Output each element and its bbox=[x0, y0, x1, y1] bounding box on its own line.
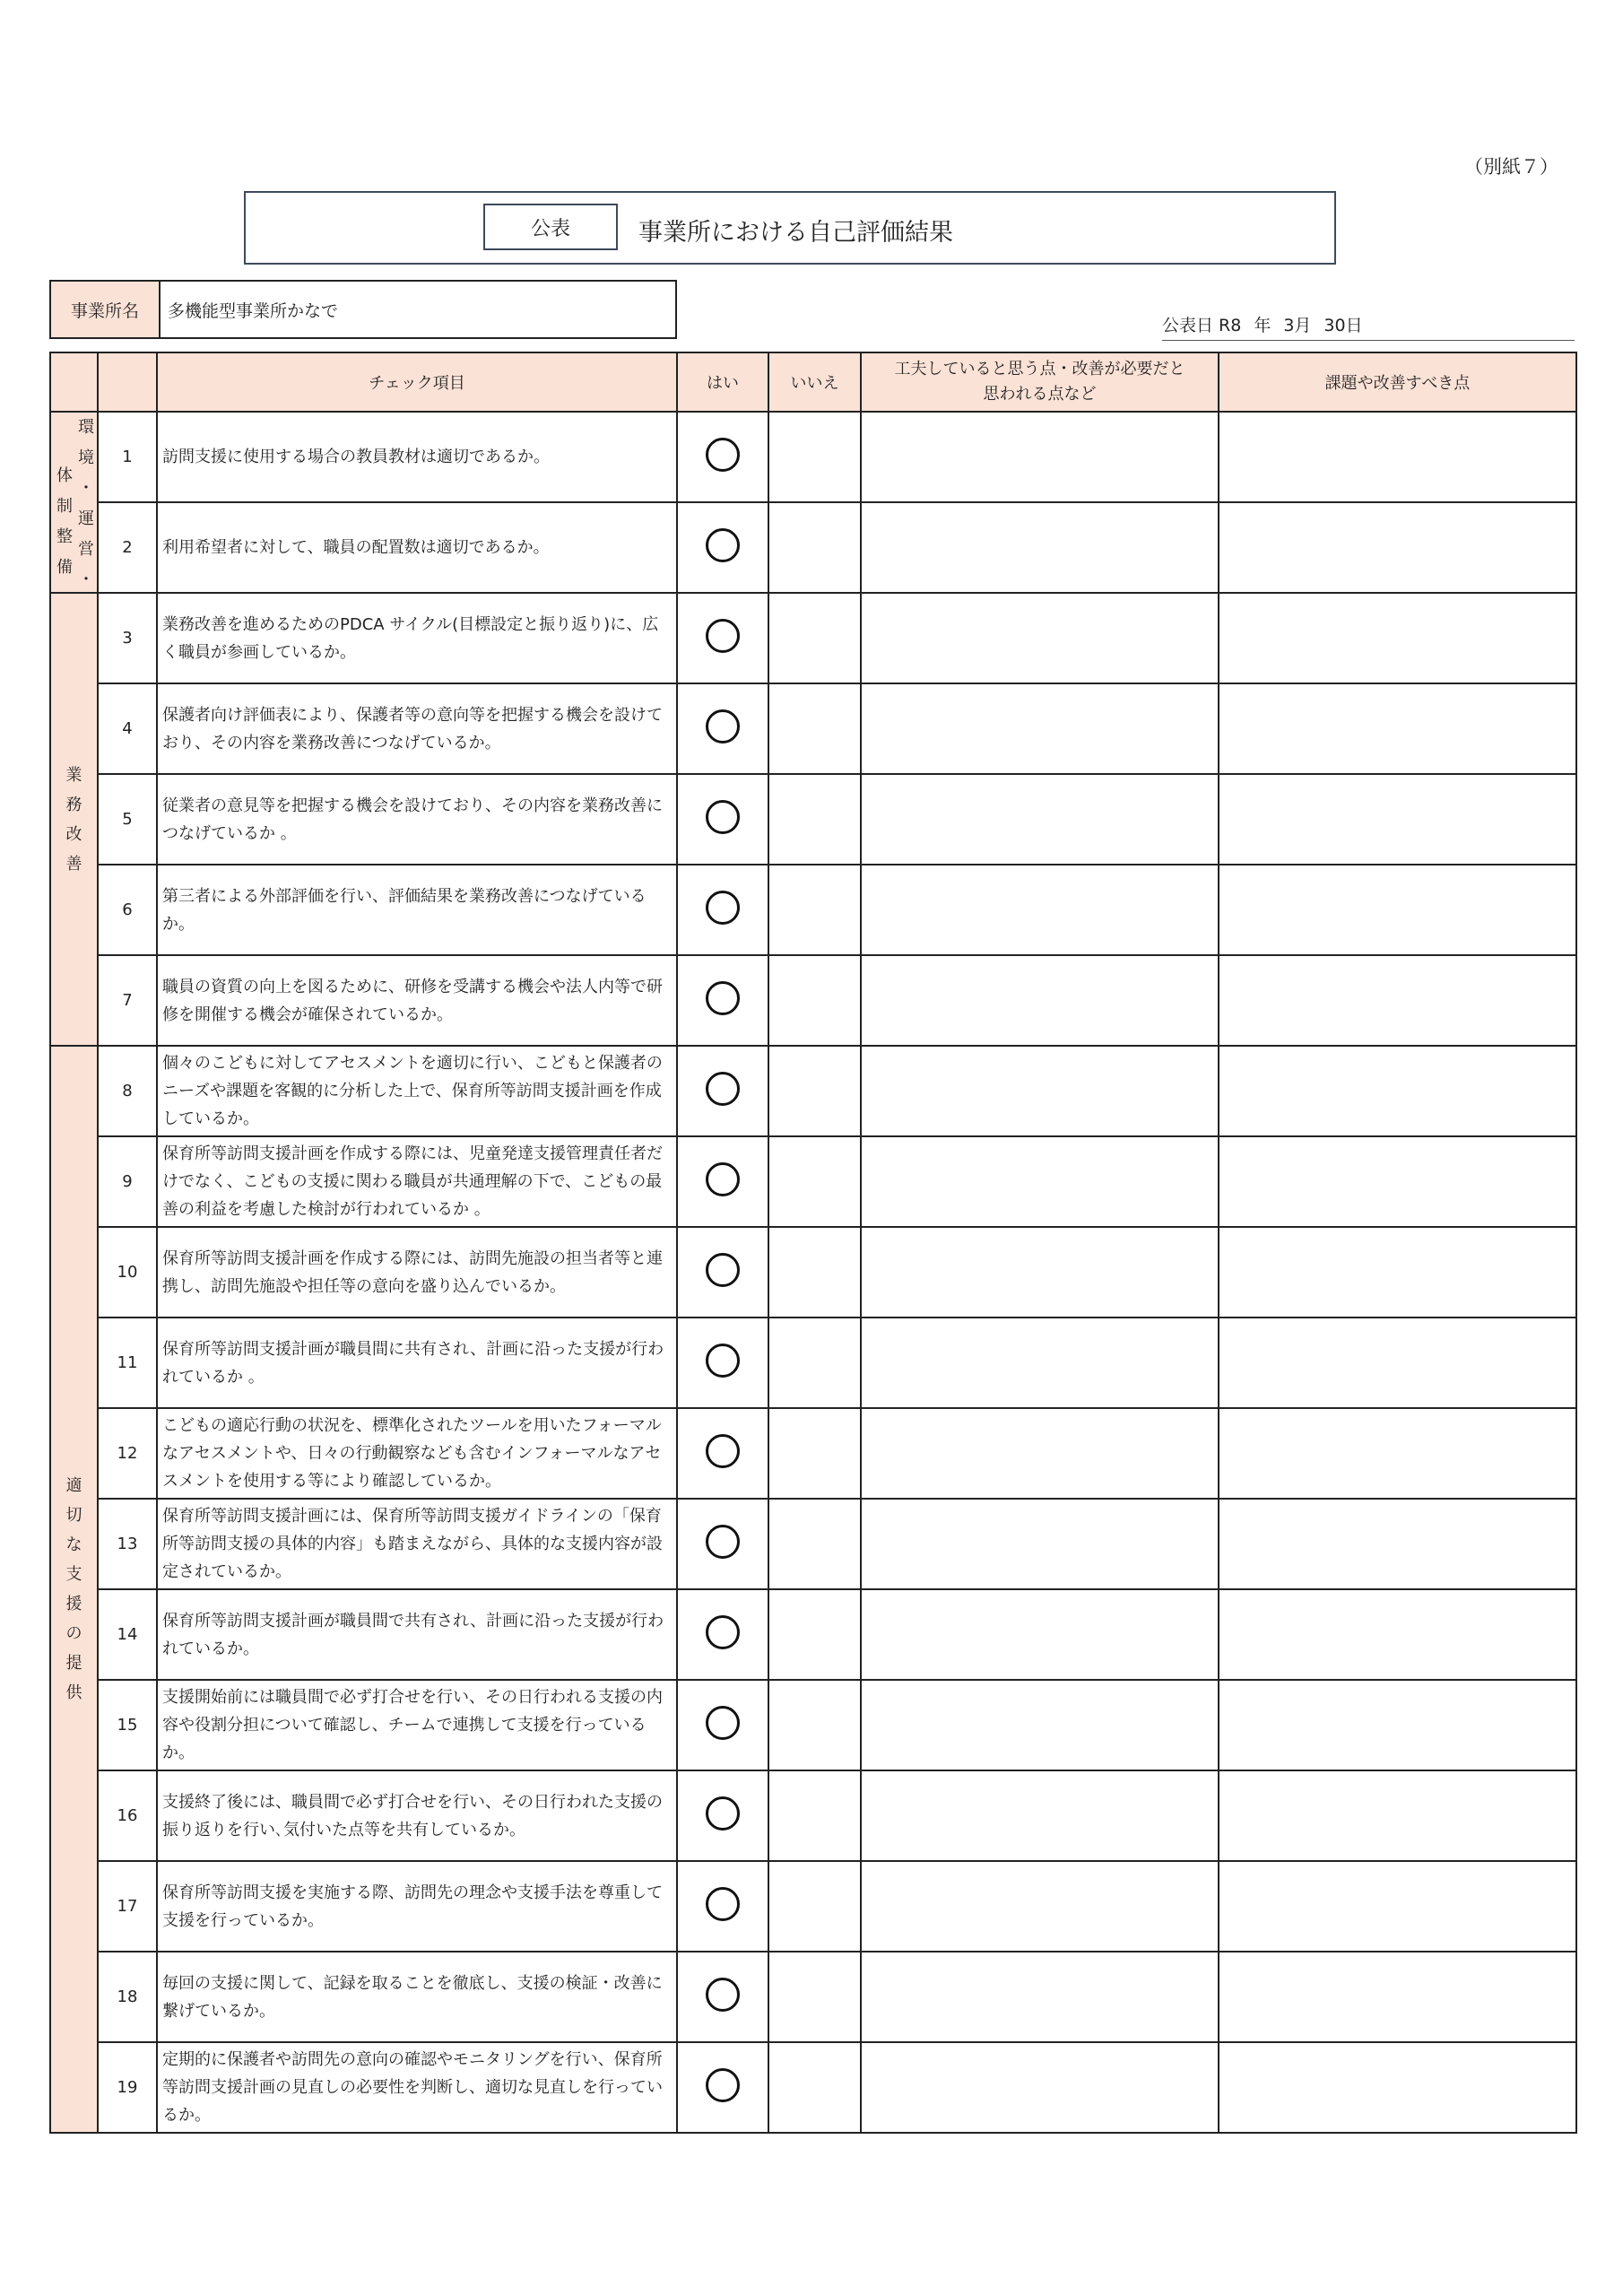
table-row bbox=[50, 1318, 1576, 1408]
circle-mark-icon bbox=[706, 709, 740, 744]
issues-cell[interactable] bbox=[1219, 774, 1576, 865]
table-row bbox=[50, 1680, 1576, 1770]
item-text: 保育所等訪問支援を実施する際、訪問先の理念や支援手法を尊重して支援を行っているか。 bbox=[157, 1861, 677, 1952]
effort-cell[interactable] bbox=[861, 1861, 1219, 1952]
header-category bbox=[50, 352, 98, 412]
circle-mark-icon bbox=[706, 1796, 740, 1831]
category-char: 適 bbox=[65, 1476, 82, 1495]
no-cell[interactable] bbox=[768, 955, 861, 1046]
item-text: 保護者向け評価表により、保護者等の意向等を把握する機会を設けており、その内容を業務改善につなげているか。 bbox=[157, 683, 677, 774]
no-cell[interactable] bbox=[768, 1770, 861, 1861]
circle-mark-icon bbox=[706, 1072, 740, 1106]
no-cell[interactable] bbox=[768, 1589, 861, 1680]
circle-mark-icon bbox=[706, 528, 740, 562]
category-char: 善 bbox=[65, 854, 82, 874]
category-char: 備 bbox=[56, 558, 73, 577]
category-char: 切 bbox=[65, 1506, 82, 1525]
issues-cell[interactable] bbox=[1219, 1770, 1576, 1861]
office-name-label: 事業所名 bbox=[51, 282, 161, 337]
item-number: 4 bbox=[98, 683, 157, 774]
no-cell[interactable] bbox=[768, 774, 861, 865]
office-name-value: 多機能型事業所かなで bbox=[168, 300, 339, 321]
circle-mark-icon bbox=[706, 1706, 740, 1740]
no-cell[interactable] bbox=[768, 593, 861, 683]
circle-mark-icon bbox=[706, 981, 740, 1015]
item-text: 毎回の支援に関して、記録を取ることを徹底し、支援の検証・改善に繋げているか。 bbox=[157, 1952, 677, 2042]
table-row bbox=[50, 2042, 1576, 2133]
yes-cell[interactable] bbox=[677, 1046, 768, 1136]
circle-mark-icon bbox=[706, 1253, 740, 1287]
no-cell[interactable] bbox=[768, 1318, 861, 1408]
category-char: 整 bbox=[56, 527, 73, 546]
no-cell[interactable] bbox=[768, 2042, 861, 2133]
category-environment bbox=[50, 412, 98, 593]
item-text: 支援終了後には、職員間で必ず打合せを行い、その日行われた支援の振り返りを行い､気付いた点等を共有しているか。 bbox=[157, 1770, 677, 1861]
category-support bbox=[50, 1046, 98, 2133]
table-row bbox=[50, 1861, 1576, 1952]
item-number: 14 bbox=[98, 1589, 157, 1680]
no-cell[interactable] bbox=[768, 865, 861, 955]
yes-cell[interactable] bbox=[677, 1136, 768, 1227]
yes-cell[interactable] bbox=[677, 955, 768, 1046]
category-char: 供 bbox=[65, 1683, 82, 1702]
effort-cell[interactable] bbox=[861, 1136, 1219, 1227]
item-text: 従業者の意見等を把握する機会を設けており、その内容を業務改善につなげているか 。 bbox=[157, 774, 677, 865]
item-text: 保育所等訪問支援計画が職員間に共有され、計画に沿った支援が行われているか 。 bbox=[157, 1318, 677, 1408]
item-number: 11 bbox=[98, 1318, 157, 1408]
effort-cell[interactable] bbox=[861, 1589, 1219, 1680]
category-env-col1 bbox=[56, 461, 73, 583]
item-number: 8 bbox=[98, 1046, 157, 1136]
issues-cell[interactable] bbox=[1219, 1952, 1576, 2042]
category-char: 支 bbox=[65, 1565, 82, 1584]
category-char: 業 bbox=[65, 765, 82, 785]
issues-cell[interactable] bbox=[1219, 683, 1576, 774]
table-row bbox=[50, 1227, 1576, 1318]
item-text: 第三者による外部評価を行い、評価結果を業務改善につなげているか。 bbox=[157, 865, 677, 955]
item-text: 定期的に保護者や訪問先の意向の確認やモニタリングを行い、保育所等訪問支援計画の見直しの必要性を判断し、適切な見直しを行っているか。 bbox=[157, 2042, 677, 2133]
item-number: 7 bbox=[98, 955, 157, 1046]
issues-cell[interactable] bbox=[1219, 593, 1576, 683]
yes-cell[interactable] bbox=[677, 1680, 768, 1770]
item-text: 業務改善を進めるためのPDCA サイクル(目標設定と振り返り)に、広く職員が参画しているか。 bbox=[157, 593, 677, 683]
table-row bbox=[50, 502, 1576, 593]
item-number: 5 bbox=[98, 774, 157, 865]
effort-cell[interactable] bbox=[861, 865, 1219, 955]
yes-cell[interactable] bbox=[677, 1499, 768, 1589]
category-char: ・ bbox=[78, 570, 94, 589]
item-text: 利用希望者に対して、職員の配置数は適切であるか。 bbox=[157, 502, 677, 593]
effort-cell[interactable] bbox=[861, 774, 1219, 865]
effort-cell[interactable] bbox=[861, 2042, 1219, 2133]
header-issues: 課題や改善すべき点 bbox=[1219, 352, 1576, 412]
item-number: 13 bbox=[98, 1499, 157, 1589]
yes-cell[interactable] bbox=[677, 593, 768, 683]
header-effort-line1: 工夫していると思う点・改善が必要だと bbox=[894, 360, 1185, 378]
effort-cell[interactable] bbox=[861, 1499, 1219, 1589]
public-tag: 公表 bbox=[483, 204, 618, 250]
table-row bbox=[50, 1770, 1576, 1861]
yes-cell[interactable] bbox=[677, 683, 768, 774]
no-cell[interactable] bbox=[768, 1680, 861, 1770]
header-effort-line2: 思われる点など bbox=[983, 385, 1097, 404]
issues-cell[interactable] bbox=[1219, 502, 1576, 593]
item-number: 17 bbox=[98, 1861, 157, 1952]
circle-mark-icon bbox=[706, 438, 740, 472]
item-text: 個々のこどもに対してアセスメントを適切に行い、こどもと保護者のニーズや課題を客観的に分析した上で、保育所等訪問支援計画を作成しているか。 bbox=[157, 1046, 677, 1136]
header-effort bbox=[861, 352, 1219, 412]
publication-date bbox=[1162, 312, 1575, 341]
yes-cell[interactable] bbox=[677, 502, 768, 593]
category-char: の bbox=[65, 1624, 82, 1643]
yes-cell[interactable] bbox=[677, 774, 768, 865]
circle-mark-icon bbox=[706, 1344, 740, 1378]
circle-mark-icon bbox=[706, 891, 740, 925]
effort-cell[interactable] bbox=[861, 1318, 1219, 1408]
category-char: 援 bbox=[65, 1595, 82, 1613]
table-row bbox=[50, 593, 1576, 683]
publication-day: 30日 bbox=[1324, 316, 1363, 335]
item-number: 10 bbox=[98, 1227, 157, 1318]
issues-cell[interactable] bbox=[1219, 1408, 1576, 1499]
table-row bbox=[50, 865, 1576, 955]
item-number: 1 bbox=[98, 412, 157, 502]
table-row bbox=[50, 1408, 1576, 1499]
table-row bbox=[50, 1046, 1576, 1136]
effort-cell[interactable] bbox=[861, 1227, 1219, 1318]
circle-mark-icon bbox=[706, 1525, 740, 1559]
yes-cell[interactable] bbox=[677, 1861, 768, 1952]
header-yes: はい bbox=[677, 352, 768, 412]
circle-mark-icon bbox=[706, 1162, 740, 1196]
category-char: 境 bbox=[78, 448, 94, 467]
yes-cell[interactable] bbox=[677, 1318, 768, 1408]
item-number: 15 bbox=[98, 1680, 157, 1770]
circle-mark-icon bbox=[706, 800, 740, 834]
issues-cell[interactable] bbox=[1219, 2042, 1576, 2133]
publication-era-year: R8 bbox=[1219, 316, 1242, 335]
item-text: 保育所等訪問支援計画を作成する際には、児童発達支援管理責任者だけでなく、こどもの支援に関わる職員が共通理解の下で、こどもの最善の利益を考慮した検討が行われているか 。 bbox=[157, 1136, 677, 1227]
publication-month: 3月 bbox=[1283, 316, 1312, 335]
table-row bbox=[50, 774, 1576, 865]
publication-date-label: 公表日 bbox=[1162, 316, 1214, 335]
no-cell[interactable] bbox=[768, 1861, 861, 1952]
table-row bbox=[50, 683, 1576, 774]
category-char: ・ bbox=[78, 479, 94, 498]
page-title: 事業所における自己評価結果 bbox=[638, 219, 953, 247]
circle-mark-icon bbox=[706, 2068, 740, 2102]
category-char: 環 bbox=[78, 418, 94, 437]
issues-cell[interactable] bbox=[1219, 1318, 1576, 1408]
category-char: 務 bbox=[65, 795, 82, 814]
annex-label: （別紙７） bbox=[1464, 156, 1558, 178]
header-no: いいえ bbox=[768, 352, 861, 412]
circle-mark-icon bbox=[706, 1434, 740, 1468]
category-char: な bbox=[65, 1535, 82, 1554]
yes-cell[interactable] bbox=[677, 412, 768, 502]
table-row bbox=[50, 412, 1576, 502]
evaluation-table-body bbox=[50, 412, 1576, 2133]
category-char: 改 bbox=[65, 824, 82, 844]
effort-cell[interactable] bbox=[861, 1046, 1219, 1136]
issues-cell[interactable] bbox=[1219, 1680, 1576, 1770]
item-number: 3 bbox=[98, 593, 157, 683]
yes-cell[interactable] bbox=[677, 1952, 768, 2042]
no-cell[interactable] bbox=[768, 412, 861, 502]
circle-mark-icon bbox=[706, 1978, 740, 2012]
item-text: 保育所等訪問支援計画には、保育所等訪問支援ガイドラインの「保育所等訪問支援の具体的内容」も踏まえながら、具体的な支援内容が設定されているか。 bbox=[157, 1499, 677, 1589]
yes-cell[interactable] bbox=[677, 2042, 768, 2133]
yes-cell[interactable] bbox=[677, 1589, 768, 1680]
yes-cell[interactable] bbox=[677, 865, 768, 955]
effort-cell[interactable] bbox=[861, 593, 1219, 683]
item-number: 18 bbox=[98, 1952, 157, 2042]
effort-cell[interactable] bbox=[861, 412, 1219, 502]
title-box bbox=[244, 191, 1336, 265]
table-row bbox=[50, 1136, 1576, 1227]
effort-cell[interactable] bbox=[861, 1952, 1219, 2042]
category-env-col2 bbox=[78, 413, 94, 596]
item-text: 職員の資質の向上を図るために、研修を受講する機会や法人内等で研修を開催する機会が確保されているか。 bbox=[157, 955, 677, 1046]
issues-cell[interactable] bbox=[1219, 1136, 1576, 1227]
effort-cell[interactable] bbox=[861, 1770, 1219, 1861]
item-number: 9 bbox=[98, 1136, 157, 1227]
circle-mark-icon bbox=[706, 619, 740, 653]
issues-cell[interactable] bbox=[1219, 1046, 1576, 1136]
header-number bbox=[98, 352, 157, 412]
circle-mark-icon bbox=[706, 1615, 740, 1649]
office-name-box bbox=[49, 280, 677, 339]
issues-cell[interactable] bbox=[1219, 1499, 1576, 1589]
issues-cell[interactable] bbox=[1219, 955, 1576, 1046]
item-number: 6 bbox=[98, 865, 157, 955]
category-char: 運 bbox=[78, 509, 94, 528]
evaluation-table bbox=[49, 352, 1577, 2134]
item-text: 保育所等訪問支援計画が職員間で共有され、計画に沿った支援が行われているか。 bbox=[157, 1589, 677, 1680]
issues-cell[interactable] bbox=[1219, 1227, 1576, 1318]
circle-mark-icon bbox=[706, 1887, 740, 1921]
category-char: 営 bbox=[78, 540, 94, 559]
issues-cell[interactable] bbox=[1219, 412, 1576, 502]
item-text: 保育所等訪問支援計画を作成する際には、訪問先施設の担当者等と連携し、訪問先施設や担任等の意向を盛り込んでいるか。 bbox=[157, 1227, 677, 1318]
no-cell[interactable] bbox=[768, 1408, 861, 1499]
yes-cell[interactable] bbox=[677, 1770, 768, 1861]
issues-cell[interactable] bbox=[1219, 1589, 1576, 1680]
yes-cell[interactable] bbox=[677, 1408, 768, 1499]
category-business bbox=[50, 593, 98, 1046]
publication-year-unit: 年 bbox=[1254, 316, 1271, 335]
effort-cell[interactable] bbox=[861, 955, 1219, 1046]
effort-cell[interactable] bbox=[861, 683, 1219, 774]
effort-cell[interactable] bbox=[861, 502, 1219, 593]
item-text: こどもの適応行動の状況を、標準化されたツールを用いたフォーマルなアセスメントや、日々の行動観察なども含むインフォーマルなアセスメントを使用する等により確認しているか。 bbox=[157, 1408, 677, 1499]
table-row bbox=[50, 955, 1576, 1046]
no-cell[interactable] bbox=[768, 1499, 861, 1589]
header-check-item: チェック項目 bbox=[157, 352, 677, 412]
no-cell[interactable] bbox=[768, 683, 861, 774]
no-cell[interactable] bbox=[768, 1952, 861, 2042]
effort-cell[interactable] bbox=[861, 1680, 1219, 1770]
item-text: 支援開始前には職員間で必ず打合せを行い、その日行われる支援の内容や役割分担について確認し、チームで連携して支援を行っているか。 bbox=[157, 1680, 677, 1770]
yes-cell[interactable] bbox=[677, 1227, 768, 1318]
item-number: 19 bbox=[98, 2042, 157, 2133]
no-cell[interactable] bbox=[768, 1046, 861, 1136]
item-number: 12 bbox=[98, 1408, 157, 1499]
table-row bbox=[50, 1499, 1576, 1589]
category-char: 体 bbox=[56, 466, 73, 485]
table-row bbox=[50, 1952, 1576, 2042]
issues-cell[interactable] bbox=[1219, 865, 1576, 955]
table-row bbox=[50, 1589, 1576, 1680]
item-text: 訪問支援に使用する場合の教員教材は適切であるか。 bbox=[157, 412, 677, 502]
item-number: 16 bbox=[98, 1770, 157, 1861]
item-number: 2 bbox=[98, 502, 157, 593]
no-cell[interactable] bbox=[768, 502, 861, 593]
category-char: 提 bbox=[65, 1654, 82, 1673]
effort-cell[interactable] bbox=[861, 1408, 1219, 1499]
no-cell[interactable] bbox=[768, 1227, 861, 1318]
issues-cell[interactable] bbox=[1219, 1861, 1576, 1952]
no-cell[interactable] bbox=[768, 1136, 861, 1227]
category-char: 制 bbox=[56, 497, 73, 516]
